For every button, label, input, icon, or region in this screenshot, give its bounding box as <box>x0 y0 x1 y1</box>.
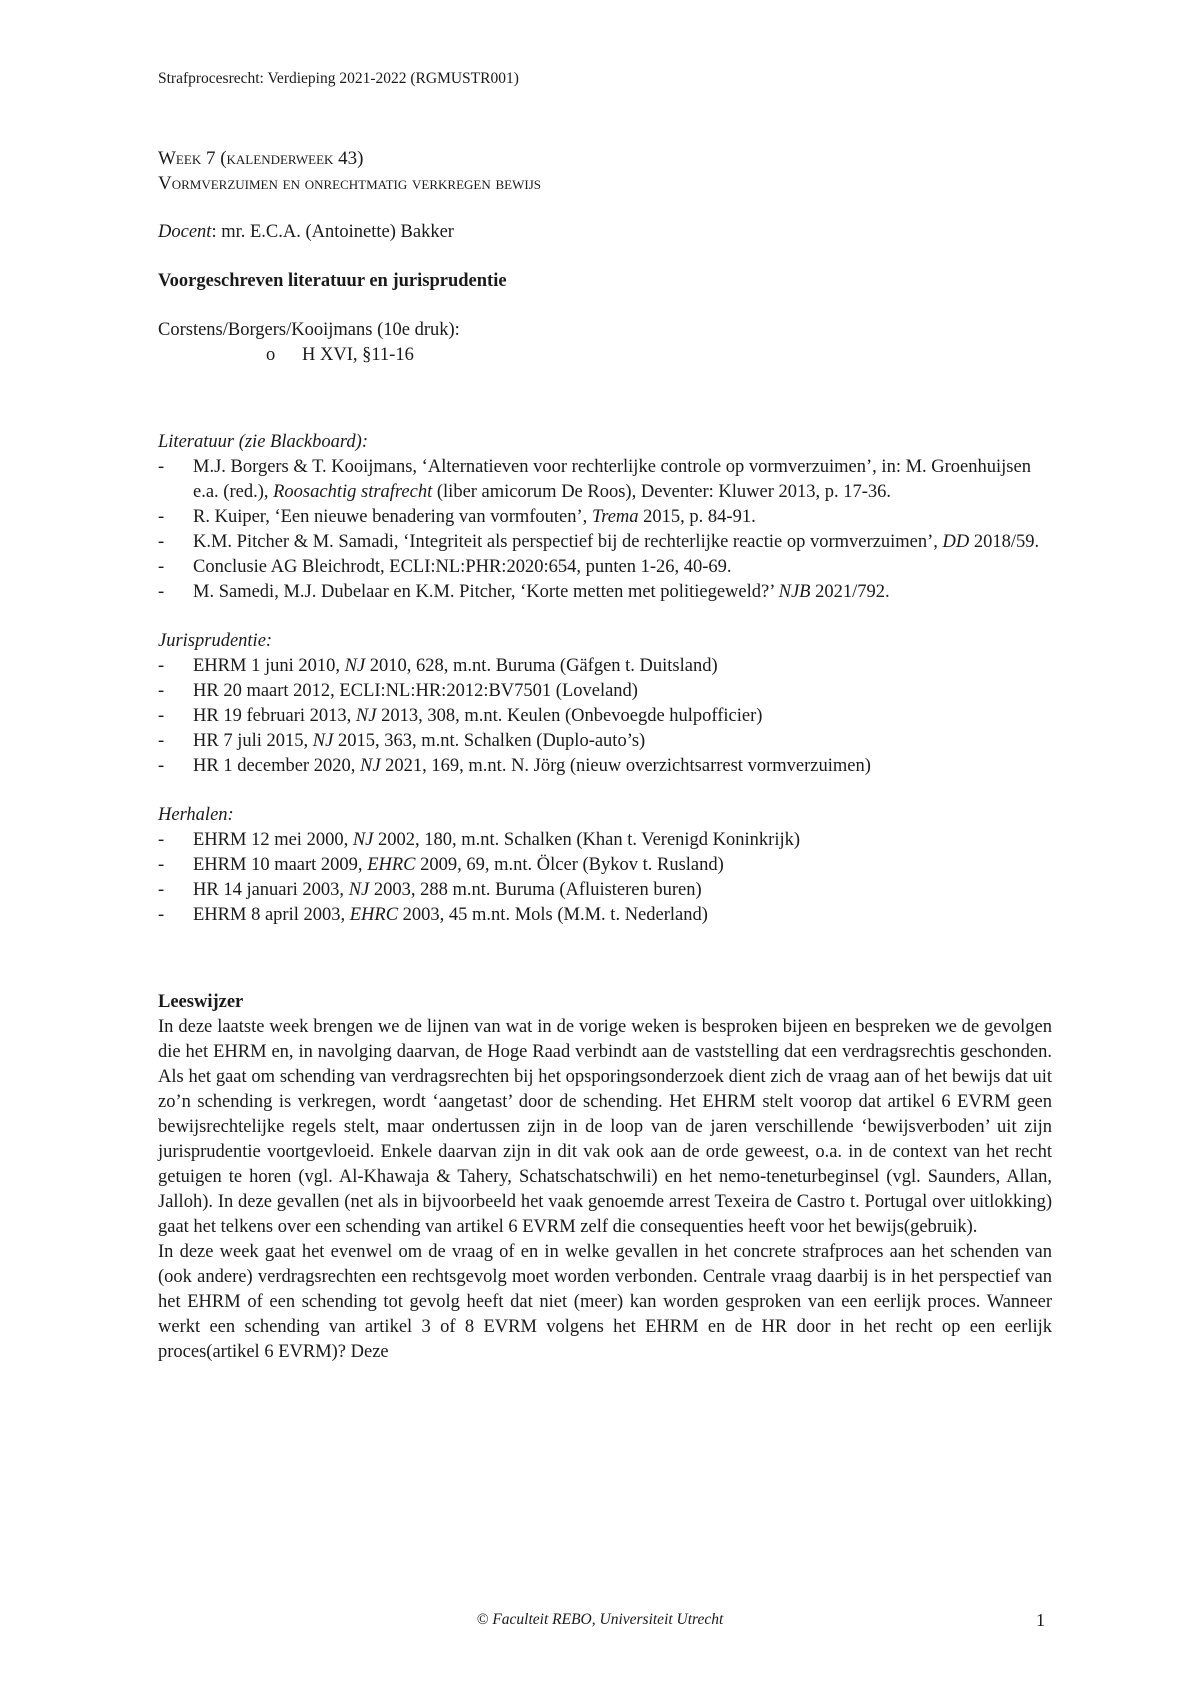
jurisprudentie-list <box>158 654 1052 779</box>
jurisprudentie-item: - HR 20 maart 2012, ECLI:NL:HR:2012:BV7501 (Loveland) <box>158 681 638 701</box>
leeswijzer-paragraph-1: In deze laatste week brengen we de lijnen van wat in de vorige weken is besproken bijeen en bespreken we de gevolgen die het EHRM en, in navolging daarvan, de Hoge Raad verbindt aan de vaststelling dat een verdragsrechtis geschonden. Als het gaat om schending van verdragsrechten bij het opsporingsonderzoek dient zich de vraag aan of het bewijs dat uit zo’n schending is verkregen, wordt ‘aangetast’ door de schending. Het EHRM stelt voorop dat artikel 6 EVRM geen bewijsrechtelijke regels stelt, maar ondertussen zijn in de loop van de jaren verschillende ‘bewijsverboden’ uit zijn jurisprudentie voortgevloeid. Enkele daarvan zijn in dit vak ook aan de orde geweest, o.a. in de context van het recht getuigen te horen (vgl. Al-Khawaja & Tahery, Schatschatschwili) en het nemo-teneturbeginsel (vgl. Saunders, Allan, Jalloh). In deze gevallen (net als in bijvoorbeeld het vaak genoemde arrest Texeira de Castro t. Portugal over uitlokking) gaat het telkens over een schending van artikel 6 EVRM zelf die consequenties heeft voor het bewijs(gebruik). <box>158 1017 1052 1237</box>
jurisprudentie-heading: Jurisprudentie: <box>158 631 273 651</box>
literatuur-item: - K.M. Pitcher & M. Samadi, ‘Integriteit als perspectief bij de rechterlijke reactie op vormverzuimen’, DD 2018/59. <box>158 532 1040 552</box>
running-header: Strafprocesrecht: Verdieping 2021-2022 (RGMUSTR001) <box>158 70 519 87</box>
literatuur-item: - M. Samedi, M.J. Dubelaar en K.M. Pitcher, ‘Korte metten met politiegeweld?’ NJB 2021/792. <box>158 582 890 602</box>
herhalen-list <box>158 828 1052 928</box>
jurisprudentie-item: - EHRM 1 juni 2010, NJ 2010, 628, m.nt. Buruma (Gäfgen t. Duitsland) <box>158 656 718 676</box>
leeswijzer-heading: Leeswijzer <box>158 992 244 1012</box>
literatuur-heading: Literatuur (zie Blackboard): <box>158 432 368 452</box>
section-heading: Voorgeschreven literatuur en jurisprudentie <box>158 271 507 291</box>
herhalen-heading: Herhalen: <box>158 805 234 825</box>
handbook-item <box>158 343 1052 368</box>
herhalen-item: - EHRM 10 maart 2009, EHRC 2009, 69, m.nt. Ölcer (Bykov t. Rusland) <box>158 855 724 875</box>
herhalen-item: - EHRM 8 april 2003, EHRC 2003, 45 m.nt. Mols (M.M. t. Nederland) <box>158 905 708 925</box>
jurisprudentie-item: - HR 19 februari 2013, NJ 2013, 308, m.nt. Keulen (Onbevoegde hulpofficier) <box>158 706 763 726</box>
week-title: Week 7 (kalenderweek 43) <box>158 148 364 169</box>
week-subtitle: Vormverzuimen en onrechtmatig verkregen bewijs <box>158 173 541 194</box>
literatuur-item: - M.J. Borgers & T. Kooijmans, ‘Alternatieven voor rechterlijke controle op vormverzuimen’, in: M. Groenhuijsen e.a. (red.), Roosachtig strafrecht (liber amicorum De Roos), Deventer: Kluwer 2013, p. 17-36. <box>158 457 1031 502</box>
handbook-item-text: H XVI, §11-16 <box>302 345 414 365</box>
jurisprudentie-item: - HR 7 juli 2015, NJ 2015, 363, m.nt. Schalken (Duplo-auto’s) <box>158 731 646 751</box>
docent-value: : mr. E.C.A. (Antoinette) Bakker <box>211 222 454 242</box>
page-footer: © Faculteit REBO, Universiteit Utrecht <box>476 1611 724 1628</box>
docent-line <box>158 220 1052 245</box>
page-number: 1 <box>1036 1610 1045 1630</box>
page-content <box>158 146 1052 1365</box>
jurisprudentie-item: - HR 1 december 2020, NJ 2021, 169, m.nt. N. Jörg (nieuw overzichtsarrest vormverzuimen) <box>158 756 871 776</box>
bullet-mark: o <box>266 345 276 365</box>
handbook-title: Corstens/Borgers/Kooijmans (10e druk): <box>158 320 460 340</box>
literatuur-list <box>158 455 1052 605</box>
herhalen-item: - HR 14 januari 2003, NJ 2003, 288 m.nt. Buruma (Afluisteren buren) <box>158 880 702 900</box>
leeswijzer-paragraph-2: In deze week gaat het evenwel om de vraag of en in welke gevallen in het concrete strafproces aan het schenden van (ook andere) verdragsrechten een rechtsgevolg moet worden verbonden. Centrale vraag daarbij is in het perspectief van het EHRM of een schending tot gevolg heeft dat niet (meer) kan worden gesproken van een eerlijk proces. Wanneer werkt een schending van artikel 3 of 8 EVRM volgens het EHRM en de HR door in het recht op een eerlijk proces(artikel 6 EVRM)? Deze <box>158 1242 1052 1362</box>
literatuur-item: - R. Kuiper, ‘Een nieuwe benadering van vormfouten’, Trema 2015, p. 84-91. <box>158 507 756 527</box>
docent-label: Docent <box>158 222 212 242</box>
literatuur-item: - Conclusie AG Bleichrodt, ECLI:NL:PHR:2020:654, punten 1-26, 40-69. <box>158 557 732 577</box>
herhalen-item: - EHRM 12 mei 2000, NJ 2002, 180, m.nt. Schalken (Khan t. Verenigd Koninkrijk) <box>158 830 801 850</box>
